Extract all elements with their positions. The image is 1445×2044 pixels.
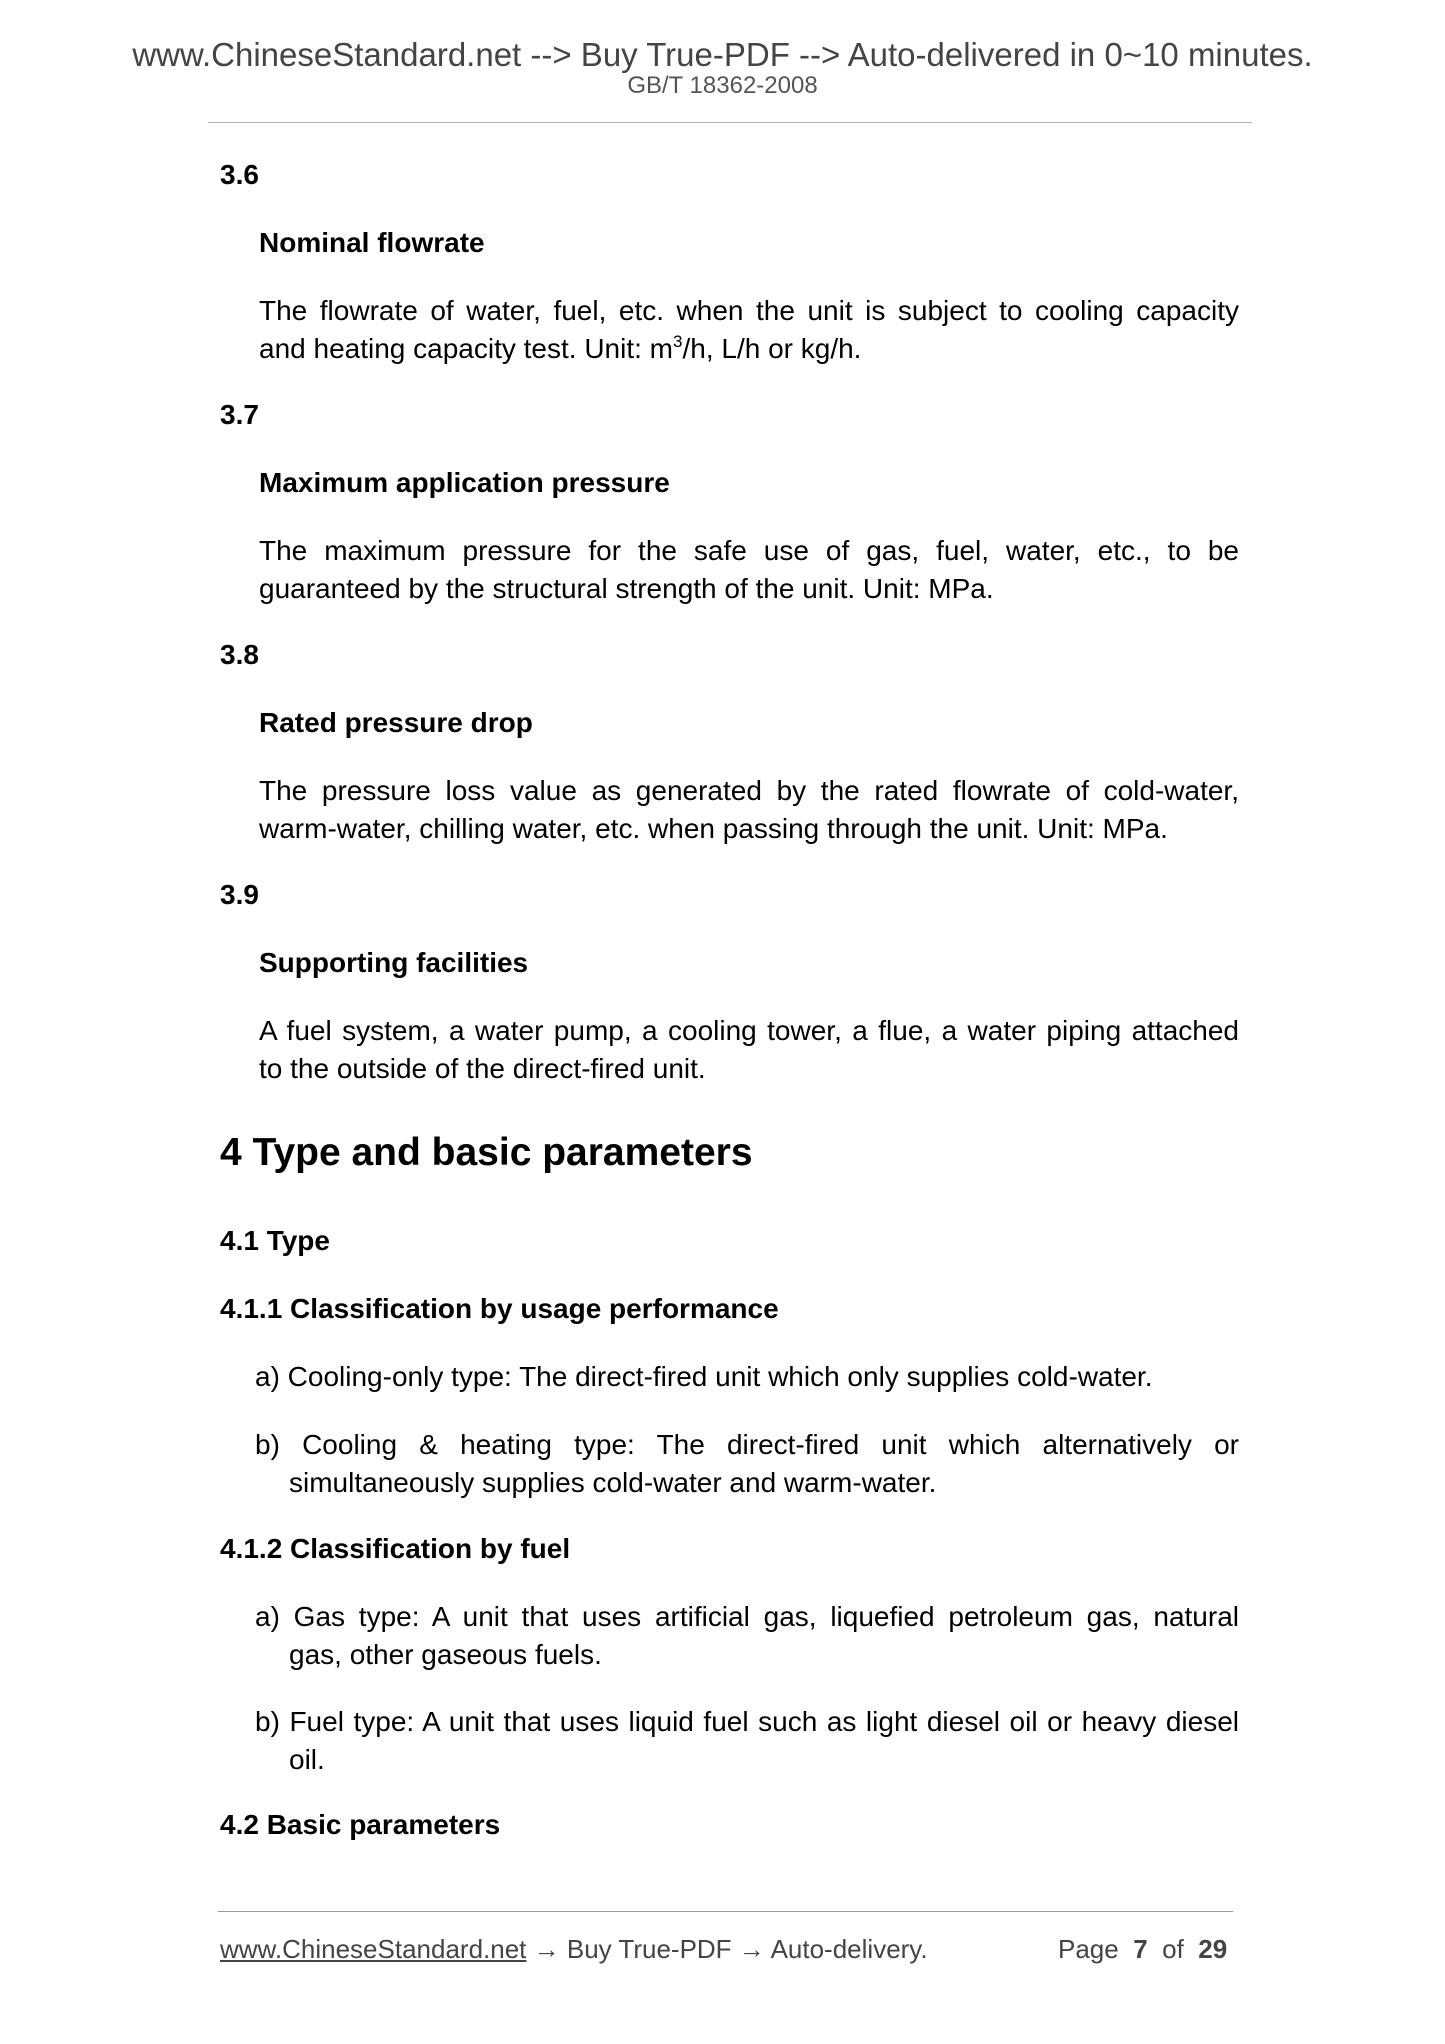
section-4-1-heading: 4.1 Type [220,1225,330,1256]
definition-3-6 [259,292,1239,368]
definition-line: guaranteed by the structural strength of the unit. Unit: MPa. [259,573,994,604]
section-4-heading: 4 Type and basic parameters [220,1131,753,1174]
definition-line: A fuel system, a water pump, a cooling tower, a flue, a water piping attached [259,1015,1239,1046]
list-line: a) Cooling-only type: The direct-fired unit which only supplies cold-water. [255,1361,1153,1392]
term-supporting-facilities: Supporting facilities [259,947,529,978]
clause-number-3-7: 3.7 [220,399,259,430]
total-pages: 29 [1198,1934,1228,1964]
definition-line: The flowrate of water, fuel, etc. when the unit is subject to cooling capacity [259,295,1239,326]
list-item-4-1-1-a [255,1358,1239,1396]
clause-number-3-6: 3.6 [220,159,259,190]
definition-line: The pressure loss value as generated by the rated flowrate of cold-water, [259,775,1239,806]
definition-line: warm-water, chilling water, etc. when passing through the unit. Unit: MPa. [259,813,1168,844]
page-indicator [1058,1932,1227,1966]
clause-number-3-9: 3.9 [220,879,259,910]
list-line: oil. [289,1744,325,1775]
list-item-4-1-2-b [255,1703,1239,1779]
superscript: 3 [673,332,683,351]
page-number: 7 [1133,1934,1148,1964]
section-4-2-heading: 4.2 Basic parameters [220,1809,501,1840]
standard-number: GB/T 18362-2008 [627,72,818,99]
clause-number-3-8: 3.8 [220,639,259,670]
section-4-1-1-heading: 4.1.1 Classification by usage performance [220,1293,779,1324]
definition-line: The maximum pressure for the safe use of gas, fuel, water, etc., to be [259,535,1239,566]
of-label: of [1162,1934,1184,1964]
definition-3-7 [259,532,1239,608]
list-item-4-1-2-a [255,1598,1239,1674]
list-line: simultaneously supplies cold-water and warm-water. [289,1467,937,1498]
list-item-4-1-1-b [255,1426,1239,1502]
footer-left [220,1932,928,1966]
definition-line: and heating capacity test. Unit: $m^3/h$, L/h or kg/h. [259,332,862,364]
footer-text: → Buy True-PDF → Auto-delivery. [526,1934,928,1964]
term-maximum-application-pressure: Maximum application pressure [259,467,670,498]
list-line: gas, other gaseous fuels. [289,1639,602,1670]
definition-3-9 [259,1012,1239,1088]
footer-divider [218,1911,1233,1912]
list-line: a) Gas type: A unit that uses artificial gas, liquefied petroleum gas, natural [255,1601,1239,1632]
list-line: b) Cooling & heating type: The direct-fired unit which alternatively or [255,1429,1239,1460]
header-divider [208,122,1252,123]
section-4-1-2-heading: 4.1.2 Classification by fuel [220,1533,571,1564]
footer-site-link[interactable]: www.ChineseStandard.net [220,1934,527,1964]
definition-3-8 [259,772,1239,848]
definition-line: to the outside of the direct-fired unit. [259,1053,706,1084]
list-line: b) Fuel type: A unit that uses liquid fuel such as light diesel oil or heavy diesel [255,1706,1239,1737]
term-rated-pressure-drop: Rated pressure drop [259,707,533,738]
term-nominal-flowrate: Nominal flowrate [259,227,485,258]
page-label: Page [1058,1934,1119,1964]
header-banner: www.ChineseStandard.net --> Buy True-PDF --> Auto-delivered in 0~10 minutes. [132,36,1313,73]
